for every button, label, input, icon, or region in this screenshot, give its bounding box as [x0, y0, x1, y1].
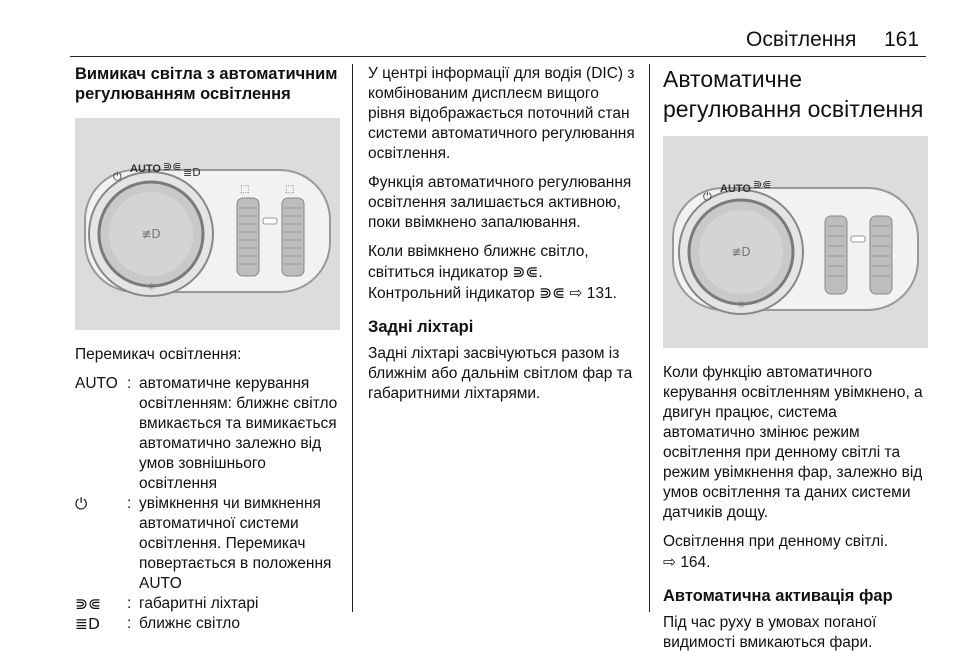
svg-text:⬚: ⬚ [285, 184, 295, 195]
switch-caption: Перемикач освітлення: [75, 346, 242, 363]
legend-colon: : [127, 615, 132, 632]
svg-text:⏻: ⏻ [113, 170, 122, 183]
low-beam-icon: ≣D [75, 615, 100, 633]
legend-desc-power: увімкнення чи вимкнення автоматичної системи освітлення. Перемикач повертається в положення AUTO [139, 495, 332, 592]
legend-desc-low-beam: ближнє світло [139, 615, 241, 632]
sidelight-icon: ⋑⋐ [75, 595, 101, 613]
auto-light-photo [663, 136, 928, 348]
section-heading-auto-light: Автоматичне регулювання освітлення [663, 66, 924, 122]
legend-colon: : [127, 495, 132, 512]
reference-arrow-icon: ⇨ [569, 284, 583, 302]
page-reference-link-2[interactable] [663, 554, 710, 571]
section-heading-tail-lights: Задні ліхтарі [368, 318, 474, 336]
legend-row-low-beam [75, 614, 345, 634]
column-3 [663, 64, 929, 662]
indicator-text: Коли ввімкнено ближнє світло, світиться індикатор [368, 243, 589, 281]
legend-key-auto: AUTO [75, 375, 118, 392]
daytime-paragraph [663, 532, 929, 573]
section-heading-light-switch: Вимикач світла з автоматичним регулюванням освітлення [75, 65, 338, 103]
light-switch-photo [75, 118, 340, 330]
svg-text:⏻: ⏻ [703, 190, 712, 203]
legend-row-auto [75, 374, 345, 494]
svg-text:☼: ☼ [147, 282, 156, 293]
control-indicator-paragraph [368, 283, 636, 304]
legend-colon: : [127, 595, 132, 612]
auto-label-photo-2: AUTO [720, 183, 751, 195]
legend-desc-sidelight: габаритні ліхтарі [139, 595, 259, 612]
page-number: 161 [884, 28, 920, 51]
reference-arrow-icon: ⇨ [663, 553, 676, 571]
reference-page-2: 164. [680, 554, 711, 571]
column-divider-2 [649, 64, 650, 612]
svg-text:⋑⋐: ⋑⋐ [163, 160, 182, 173]
sidelight-icon: ⋑⋐ [512, 263, 539, 281]
svg-text:☼: ☼ [737, 300, 746, 311]
auto-activation-paragraph: Під час руху в умовах поганої видимості вмикаються фари. [663, 614, 877, 651]
column-2 [368, 64, 636, 413]
auto-label-photo: AUTO [130, 163, 161, 175]
legend-row-power [75, 494, 345, 594]
column-divider-1 [352, 64, 353, 612]
svg-text:≢D: ≢D [731, 245, 751, 259]
legend-desc-auto: автоматичне керування освітленням: ближнє світло вмикається та вимикається автоматично залежно від умов зовнішнього освітлення [139, 375, 338, 492]
page-reference-link[interactable] [569, 285, 616, 302]
sidelight-icon: ⋑⋐ [539, 284, 566, 302]
svg-text:⋑⋐: ⋑⋐ [753, 178, 772, 191]
switch-legend [75, 374, 345, 634]
reference-page: 131. [586, 285, 617, 302]
svg-text:≣D: ≣D [183, 166, 201, 179]
indicator-paragraph: Коли ввімкнено ближнє світло, світиться індикатор ⋑⋐. [368, 243, 589, 281]
section-heading-auto-activation: Автоматична активація фар [663, 587, 893, 605]
daytime-text: Освітлення при денному світлі. [663, 533, 888, 550]
svg-text:≢D: ≢D [141, 227, 161, 241]
svg-text:⬚: ⬚ [240, 184, 250, 195]
control-indicator-text: Контрольний індикатор [368, 285, 535, 302]
power-symbol-icon: ⏻ [75, 495, 88, 513]
page-header-title: Освітлення [746, 28, 857, 51]
tail-lights-paragraph: Задні ліхтарі засвічуються разом із ближнім або дальнім світлом фар та габаритними ліхтарями. [368, 345, 633, 402]
legend-row-sidelight [75, 594, 345, 614]
column-1 [75, 64, 345, 634]
auto-light-paragraph: Коли функцію автоматичного керування освітленням увімкнено, а двигун працює, система автоматично змінює режим освітлення при денному світлі та режим увімкнення фар, залежно від умов освітлення та даних системи датчиків дощу. [663, 364, 923, 521]
dic-paragraph: У центрі інформації для водія (DIC) з комбінованим дисплеєм вищого рівня відображається поточний стан системи автоматичного регулювання освітлення. [368, 65, 635, 162]
header-rule [70, 56, 926, 57]
legend-colon: : [127, 375, 132, 392]
active-paragraph: Функція автоматичного регулювання освітлення залишається активною, поки ввімкнено запалювання. [368, 174, 632, 231]
